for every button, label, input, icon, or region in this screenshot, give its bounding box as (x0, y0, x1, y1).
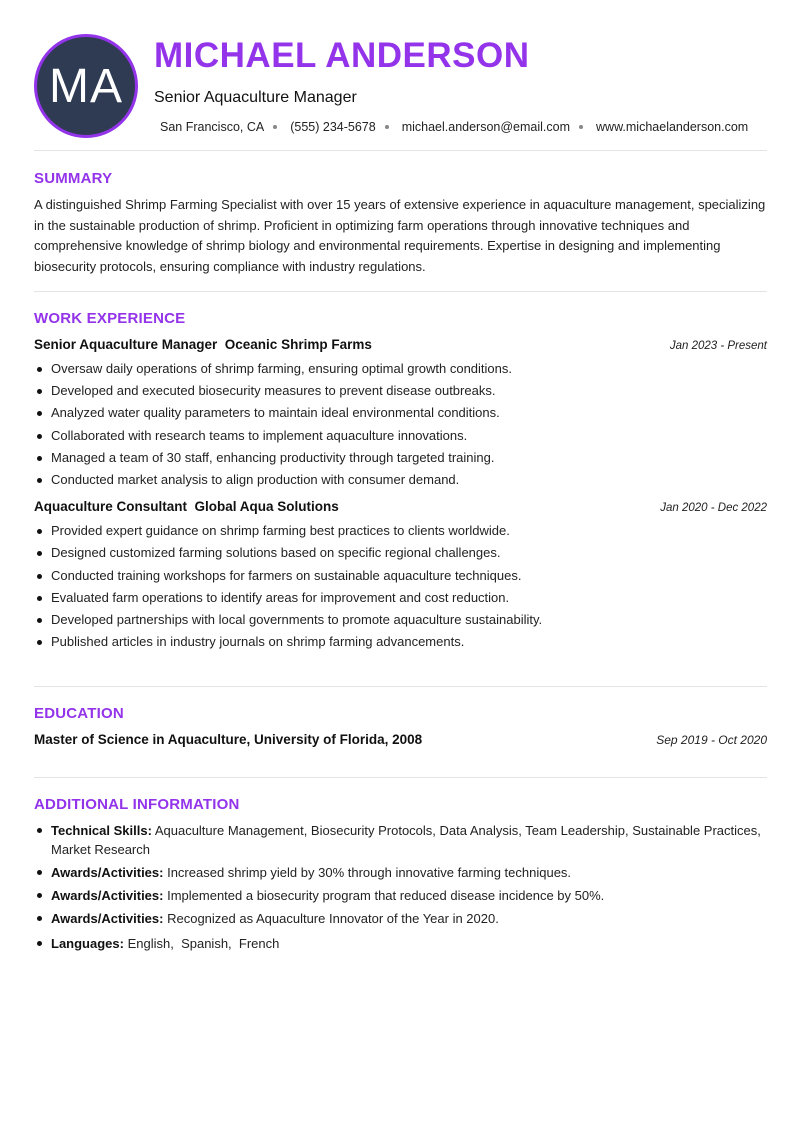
education-section (34, 687, 767, 759)
list-item: Provided expert guidance on shrimp farming best practices to clients worldwide. (51, 520, 767, 542)
candidate-name: MICHAEL ANDERSON (154, 36, 530, 75)
item-text: Aquaculture Management, Biosecurity Protocols, Data Analysis, Team Leadership, Sustainable Practices, Market Research (51, 823, 761, 857)
separator-dot (273, 125, 277, 129)
list-item: Managed a team of 30 staff, enhancing productivity through targeted training. (51, 447, 767, 469)
list-item: Oversaw daily operations of shrimp farming, ensuring optimal growth conditions. (51, 358, 767, 380)
job-bullets (34, 520, 767, 653)
list-item (51, 934, 767, 953)
education-date: Sep 2019 - Oct 2020 (656, 733, 767, 747)
additional-list (34, 821, 767, 953)
separator-dot (579, 125, 583, 129)
list-item (51, 909, 767, 928)
item-text: Implemented a biosecurity program that reduced disease incidence by 50%. (167, 888, 605, 903)
job-entry (34, 499, 767, 653)
summary-text: A distinguished Shrimp Farming Specialist with over 15 years of extensive experience in aquaculture management, specializing in the sustainable production of shrimp. Proficient in optimizing farm operations through innovative techniques and comprehensive knowledge of shrimp biology and environmental requirements. Expertise in designing and implementing biosecurity protocols, ensuring compliance with industry regulations. (34, 197, 766, 274)
resume-header (34, 0, 767, 150)
job-date: Jan 2020 - Dec 2022 (660, 502, 767, 515)
list-item: Collaborated with research teams to implement aquaculture innovations. (51, 425, 767, 447)
list-item (51, 821, 767, 859)
job-title: Senior Aquaculture Manager Oceanic Shrimp Farms (34, 337, 372, 352)
item-label: Languages: (51, 936, 124, 951)
job-title: Aquaculture Consultant Global Aqua Solutions (34, 499, 339, 515)
contact-location: San Francisco, CA (160, 120, 265, 134)
item-text: Increased shrimp yield by 30% through innovative farming techniques. (167, 865, 572, 880)
list-item: Conducted market analysis to align production with consumer demand. (51, 469, 767, 491)
avatar: MA (34, 34, 138, 138)
list-item: Evaluated farm operations to identify areas for improvement and cost reduction. (51, 587, 767, 609)
item-label: Awards/Activities: (51, 911, 164, 926)
item-label: Technical Skills: (51, 823, 152, 838)
separator-dot (385, 125, 389, 129)
list-item: Conducted training workshops for farmers on sustainable aquaculture techniques. (51, 565, 767, 587)
experience-section (34, 292, 767, 668)
item-text: English, Spanish, French (127, 936, 280, 951)
item-text: Recognized as Aquaculture Innovator of the Year in 2020. (167, 911, 499, 926)
list-item: Designed customized farming solutions based on specific regional challenges. (51, 542, 767, 564)
list-item: Published articles in industry journals on shrimp farming advancements. (51, 631, 767, 653)
summary-section (34, 151, 767, 291)
candidate-role: Senior Aquaculture Manager (154, 89, 357, 106)
experience-title: WORK EXPERIENCE (34, 310, 186, 327)
contact-email: michael.anderson@email.com (401, 120, 571, 134)
contact-line (160, 120, 748, 134)
list-item: Analyzed water quality parameters to maintain ideal environmental conditions. (51, 402, 767, 424)
list-item (51, 863, 767, 882)
additional-section (34, 778, 767, 953)
education-title: EDUCATION (34, 705, 124, 722)
list-item (51, 886, 767, 905)
contact-phone: (555) 234-5678 (290, 120, 376, 134)
education-degree: Master of Science in Aquaculture, University of Florida, 2008 (34, 732, 423, 747)
job-bullets (34, 358, 767, 491)
job-date: Jan 2023 - Present (669, 340, 767, 352)
item-label: Awards/Activities: (51, 888, 164, 903)
additional-title: ADDITIONAL INFORMATION (34, 796, 240, 813)
list-item: Developed and executed biosecurity measures to prevent disease outbreaks. (51, 380, 767, 402)
summary-title: SUMMARY (34, 170, 113, 187)
item-label: Awards/Activities: (51, 865, 164, 880)
list-item: Developed partnerships with local governments to promote aquaculture sustainability. (51, 609, 767, 631)
contact-website: www.michaelanderson.com (596, 120, 749, 134)
job-entry (34, 337, 767, 491)
